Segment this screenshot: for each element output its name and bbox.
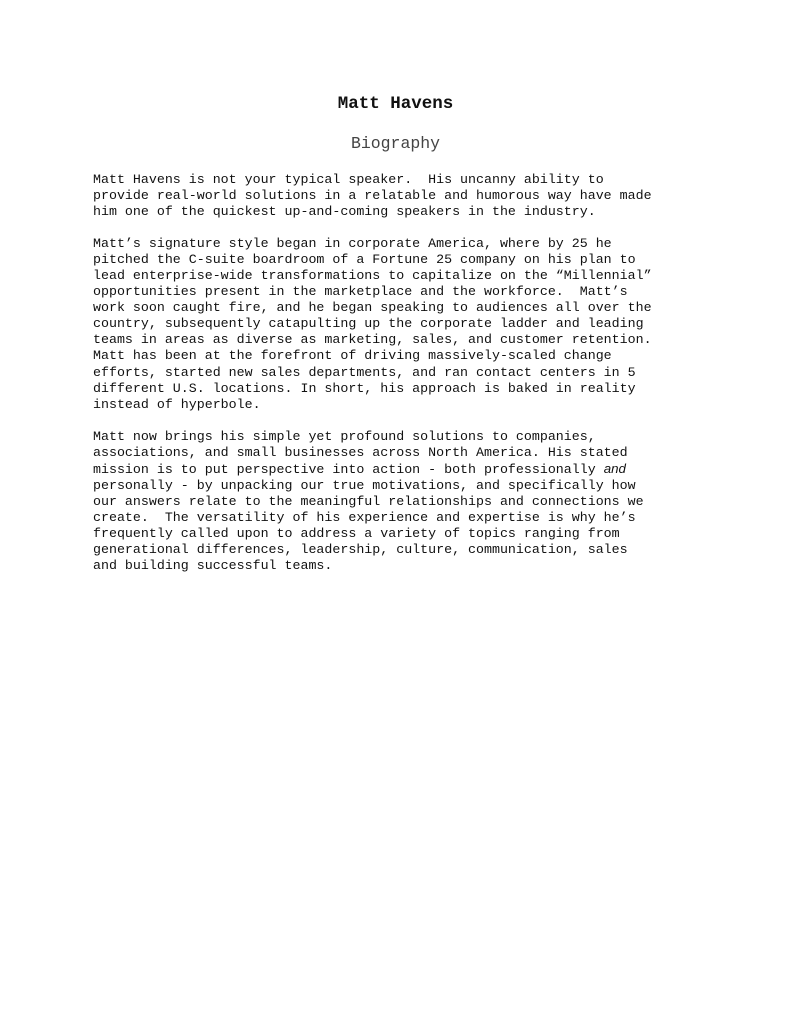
text-line: our answers relate to the meaningful relationships and connections we [93,493,644,509]
text-line: efforts, started new sales departments, and ran contact centers in 5 [93,364,636,380]
text-line: associations, and small businesses across North America. His stated [93,444,628,460]
text-line: Matt now brings his simple yet profound solutions to companies, [93,428,596,444]
text-line: frequently called upon to address a variety of topics ranging from [93,525,620,541]
paragraph-intro [93,172,713,220]
text-line: and building successful teams. [93,558,333,574]
text-line: generational differences, leadership, culture, communication, sales [93,541,628,557]
text-line: Matt has been at the forefront of driving massively-scaled change [93,348,612,364]
text-line: teams in areas as diverse as marketing, sales, and customer retention. [93,332,652,348]
italic-word: and [603,460,626,476]
document-body [93,172,713,590]
paragraph-background [93,236,713,413]
text-line: pitched the C-suite boardroom of a Fortune 25 company on his plan to [93,252,636,268]
text-line: personally - by unpacking our true motivations, and specifically how [93,477,636,493]
paragraph-mission [93,429,713,574]
text-line: Matt Havens is not your typical speaker. His uncanny ability to [93,172,604,187]
text-line: instead of hyperbole. [93,396,261,412]
text-line: country, subsequently catapulting up the corporate ladder and leading [93,316,644,332]
text-line: Matt’s signature style began in corporate America, where by 25 he [93,236,612,252]
text-line: create. The versatility of his experience and expertise is why he’s [93,509,636,525]
text-line: opportunities present in the marketplace and the workforce. Matt’s [93,284,628,300]
text-line-with-italic [93,461,713,478]
text-line: work soon caught fire, and he began speaking to audiences all over the [93,300,652,316]
text-line: him one of the quickest up-and-coming speakers in the industry. [93,204,596,220]
text-segment: mission is to put perspective into action - both professionally [93,461,604,477]
document-title: Matt Havens [337,94,454,114]
text-line: provide real-world solutions in a relatable and humorous way have made [93,188,652,204]
text-line: lead enterprise-wide transformations to capitalize on the “Millennial” [93,268,652,284]
text-line: different U.S. locations. In short, his approach is baked in reality [93,380,636,396]
document-subtitle: Biography [350,134,441,153]
